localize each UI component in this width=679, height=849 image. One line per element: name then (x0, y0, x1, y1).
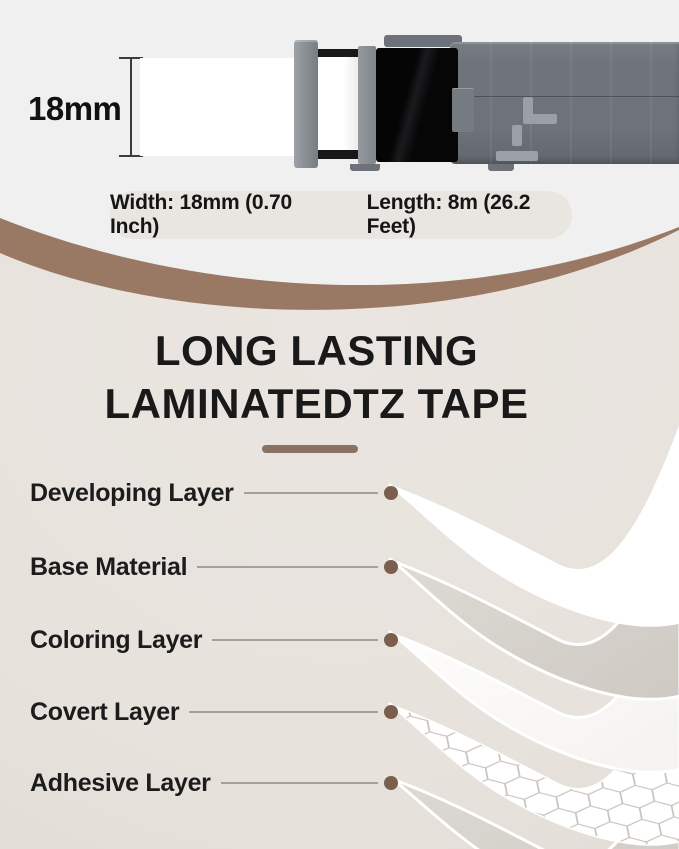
layer-label: Base Material (30, 552, 188, 581)
connector-line (212, 639, 378, 641)
badge-width-text: Width: 18mm (0.70 Inch) (110, 191, 292, 238)
connector-dot (384, 776, 398, 790)
layer-row (30, 767, 398, 799)
connector-line (244, 492, 378, 494)
cartridge-ink-window (376, 48, 458, 162)
cartridge-foot (488, 164, 514, 171)
layer-label: Adhesive Layer (30, 768, 211, 797)
connector-line (221, 782, 378, 784)
cartridge-l-mark-icon (523, 114, 557, 124)
spec-badge (110, 191, 572, 239)
cartridge-l-mark-icon (496, 151, 538, 161)
white-tape-strip (140, 58, 320, 156)
layer-label: Developing Layer (30, 478, 234, 507)
tape-roll-cap-bottom (318, 150, 358, 159)
connector-dot (384, 486, 398, 500)
connector-dot (384, 560, 398, 574)
layer-label: Covert Layer (30, 697, 180, 726)
title-line-2: LAMINATEDTZ TAPE (104, 380, 529, 427)
cartridge-tape-guide (294, 40, 318, 168)
page-title (0, 324, 679, 430)
layer-row (30, 696, 398, 728)
cartridge-latch (452, 88, 474, 132)
cartridge-mid-frame (358, 46, 376, 164)
cartridge-seam (450, 96, 679, 97)
cartridge-body (450, 42, 679, 164)
layer-label: Coloring Layer (30, 625, 203, 654)
layer-row (30, 477, 398, 509)
connector-dot (384, 705, 398, 719)
connector-dot (384, 633, 398, 647)
tape-roll (318, 57, 358, 151)
badge-length-text: Length: 8m (26.2 Feet) (366, 191, 531, 238)
layer-row (30, 624, 398, 656)
connector-line (189, 711, 378, 713)
measurement-bracket-line (130, 58, 132, 157)
cartridge-l-mark-icon (512, 125, 522, 146)
connector-line (197, 566, 378, 568)
cartridge-foot (350, 164, 380, 171)
title-line-1: LONG LASTING (154, 327, 479, 374)
layer-row (30, 551, 398, 583)
tape-width-label: 18mm (28, 90, 122, 127)
